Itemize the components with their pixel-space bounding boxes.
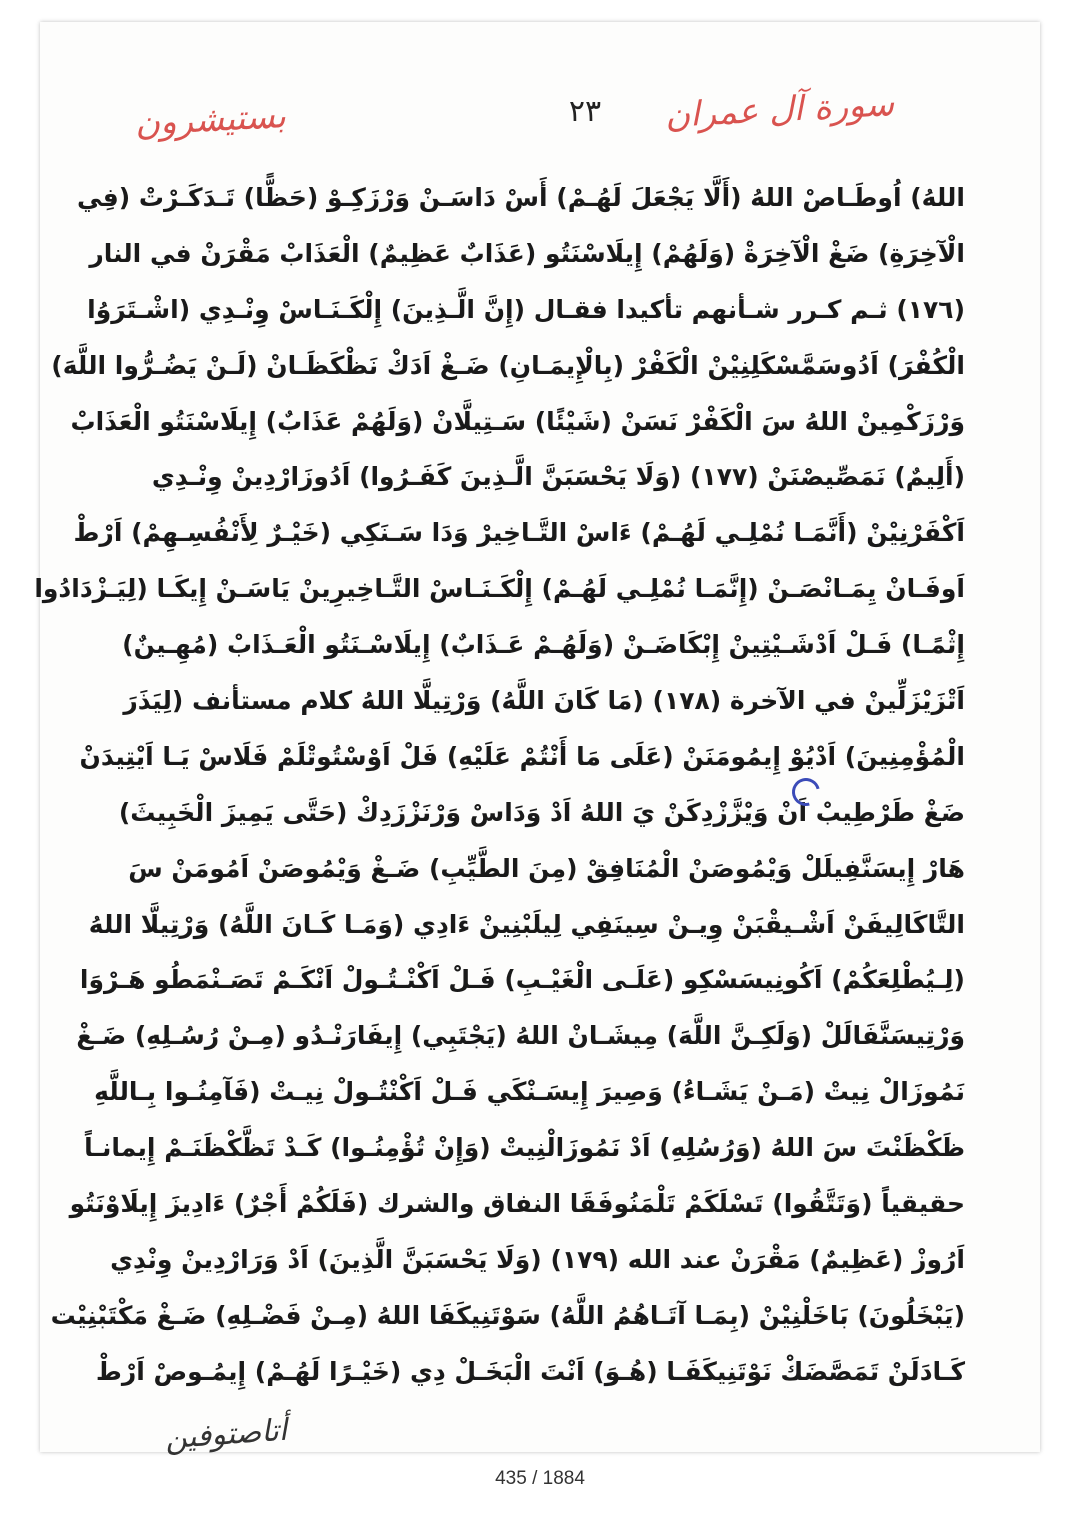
text-line: حقيقياً (وَتَتَّقُوا) تَسْلَكَمْ تَلْمَنُوفَقَا النفاق والشرك (فَلَكُمْ أَجْرٌ) ءَادِيزَ إِيلَاوْنَتُو: [69, 1189, 965, 1219]
handwritten-note-left: بستيشرون: [134, 96, 287, 144]
text-line: الْآخِرَةِ) ضَغْ الْآخِرَةْ (وَلَهُمْ) إِيلَاسْنَتُو (عَذَابٌ عَظِيمٌ) الْعَذَابْ مَقْرَنْ في النار: [89, 238, 965, 268]
text-line: هَارْ إِيسَنَّفِيلَلْ وَيْمُوصَنْ الْمُنَافِقْ (مِنَ الطَّيِّبِ) ضَـغْ وَيْمُوصَنْ اَمُومَنْ سَ: [128, 853, 965, 883]
text-line: (أَلِيمٌ) نَمَصِّيصْنَنْ (١٧٧) (وَلَا يَحْسَبَنَّ الَّـذِينَ كَفَـرُوا) اَدُوزَارْدِينْ وِنْـدِي: [151, 462, 965, 492]
text-line: الْمُؤْمِنِينَ) اَدْيُوْ إِيمُومَنَنْ (عَلَى مَا أَنْتُمْ عَلَيْهِ) فَلْ اَوْسْتُوتْلَمْ فَلَاسْ يَـا اَيْتِيدَنْ: [79, 741, 965, 771]
text-line: (يَبْخَلُونَ) بَاخَلْنِيْنْ (بِمَـا آتَـاهُمُ اللَّهُ) سَوْتَنِيكَفَا اللهُ (مِـنْ فَضْـلِهِ) ضَـغْ مَكْتَبْنِيْت: [50, 1300, 965, 1330]
text-line: ضَغْ طَرْطِيبْ اَنْ وَيْزَّزْدِكَنْ يَ اللهُ اَدْ وَدَاسْ وَرْنَزْزَدِكْ (حَتَّى يَمِيزَ الْخَبِيثَ): [118, 797, 965, 827]
text-line: وَرْزَكْمِينْ اللهُ سَ الْكَفْرْ نَسَنْ (شَيْئًا) سَـتِيلَّانْ (وَلَهُمْ عَذَابٌ) إِيلَاسْنَتُو الْعَذَابْ: [70, 406, 965, 436]
text-line: كَـادَلَنْ تَمَصَّضَكْ نَوْتَنِيكَفَـا (هُـوَ) اَنْتَ الْبَخَـلْ دِي (خَيْـرًا لَهُـمْ) إِيمُـوصْ اَرْطْ: [95, 1356, 965, 1386]
text-line: ظَكْظَنْتَ سَ اللهُ (وَرُسُلِهِ) اَدْ نَمُوزَالْنِيتْ (وَإِنْ تُؤْمِنُـوا) كَـدْ تَظَّكْظَنَـمْ إِيمانـاً: [84, 1133, 965, 1163]
text-line: (لِـيُطْلِعَكُمْ) اَكُونِيسَسْكِو (عَلَـى الْغَيْـبِ) فَـلْ اَكْنْـتُـولْ اَنْكَـمْ تَصَـنْمَطُو هَـرْوَا: [79, 965, 965, 995]
text-line: اَتْزَيْزَلِّينْ في الآخرة (١٧٨) (مَا كَانَ اللَّهُ) وَرْتِيلَّا اللهُ كلام مستأنف (لِيَذَرَ: [123, 686, 965, 716]
text-line: نَمُوزَالْ نِيتْ (مَـنْ يَشَـاءُ) وَصِيرَ إِيسَـنْكَي فَـلْ اَكْنْتُـولْ نِيـتْ (فَآمِنُـوا بِـاللَّهِ: [94, 1077, 965, 1107]
handwritten-surah-title: سورة آل عمران: [664, 84, 896, 136]
page-counter: 435 / 1884: [495, 1468, 585, 1489]
text-line: الْكُفْرَ) اَدُوسَمَّسْكَلِنِيْنْ الْكَفْرْ (بِالْإِيمَـانِ) ضَـغْ اَدَكْ نَظْكَظَـانْ (لَـنْ يَضُـرُّوا اللَّهَ): [51, 350, 965, 380]
text-line: (١٧٦) ثـم كـرر شـأنهم تأكيدا فقـال (إِنَّ الَّـذِينَ) إِلْكَـنَـاسْ وِنْـدِي (اشْـتَرَوُا: [87, 294, 965, 324]
text-line: اَرُوزْ (عَظِيمٌ) مَقْرَنْ عند الله (١٧٩) (وَلَا يَحْسَبَنَّ الَّذِينَ) اَدْ وَرَارْدِينْ وِنْدِي: [110, 1244, 965, 1274]
text-line: التَّاكَالِيفَنْ اَشْـيقْبَنْ وِيـنْ سِينَفِي لِيلَبْنِينْ ءَادِي (وَمَـا كَـانَ اللَّهُ) وَرْتِيلَّا اللهُ: [88, 909, 965, 939]
text-line: اللهُ) اُوطَـاصْ اللهُ (أَلَّا يَجْعَلَ لَهُـمْ) أَسْ دَاسَـنْ وَرْزَكِـوْ (حَظًّا) تَـدَكَـرْتْ (فِي: [77, 183, 965, 212]
handwritten-footer-note: أتاصتوفين: [163, 1412, 289, 1457]
document-page: [34, 22, 1040, 1457]
text-line: اَكْفَرْنِيْنْ (أَنَّمَـا نُمْلِـي لَهُـمْ) ءَاسْ التَّـاخِيرْ وَدَا سَـنَكِي (خَيْـرٌ لِأَنْفُسِـهِمْ) اَرْطْ: [73, 518, 965, 548]
text-line: اَوفَـانْ يِمَـانْصَـنْ (إِنَّمَـا نُمْلِـي لَهُـمْ) إِلْكَـنَـاسْ التَّـاخِيرِينْ يَاسَـنْ إِيكَـا (لِيَـزْدَادُوا: [34, 574, 965, 604]
text-line: إِثْمًـا) فَـلْ اَدْشَـيْتِينْ إِبْكَاضَـنْ (وَلَهُـمْ عَـذَابٌ) إِيلَاسْـنَتُو الْعَـذَابْ (مُهِـينٌ): [122, 630, 965, 660]
page-number: ٢٣: [568, 94, 602, 129]
text-line: وَرْتِيسَنَّفَالَلْ (وَلَكِـنَّ اللَّهَ) مِيشَـانْ اللهُ (يَجْتَبِي) إِيفَارَنْـدُو (مِـنْ رُسُـلِهِ) ضَـغْ: [76, 1021, 965, 1051]
body-text: [34, 170, 965, 1400]
